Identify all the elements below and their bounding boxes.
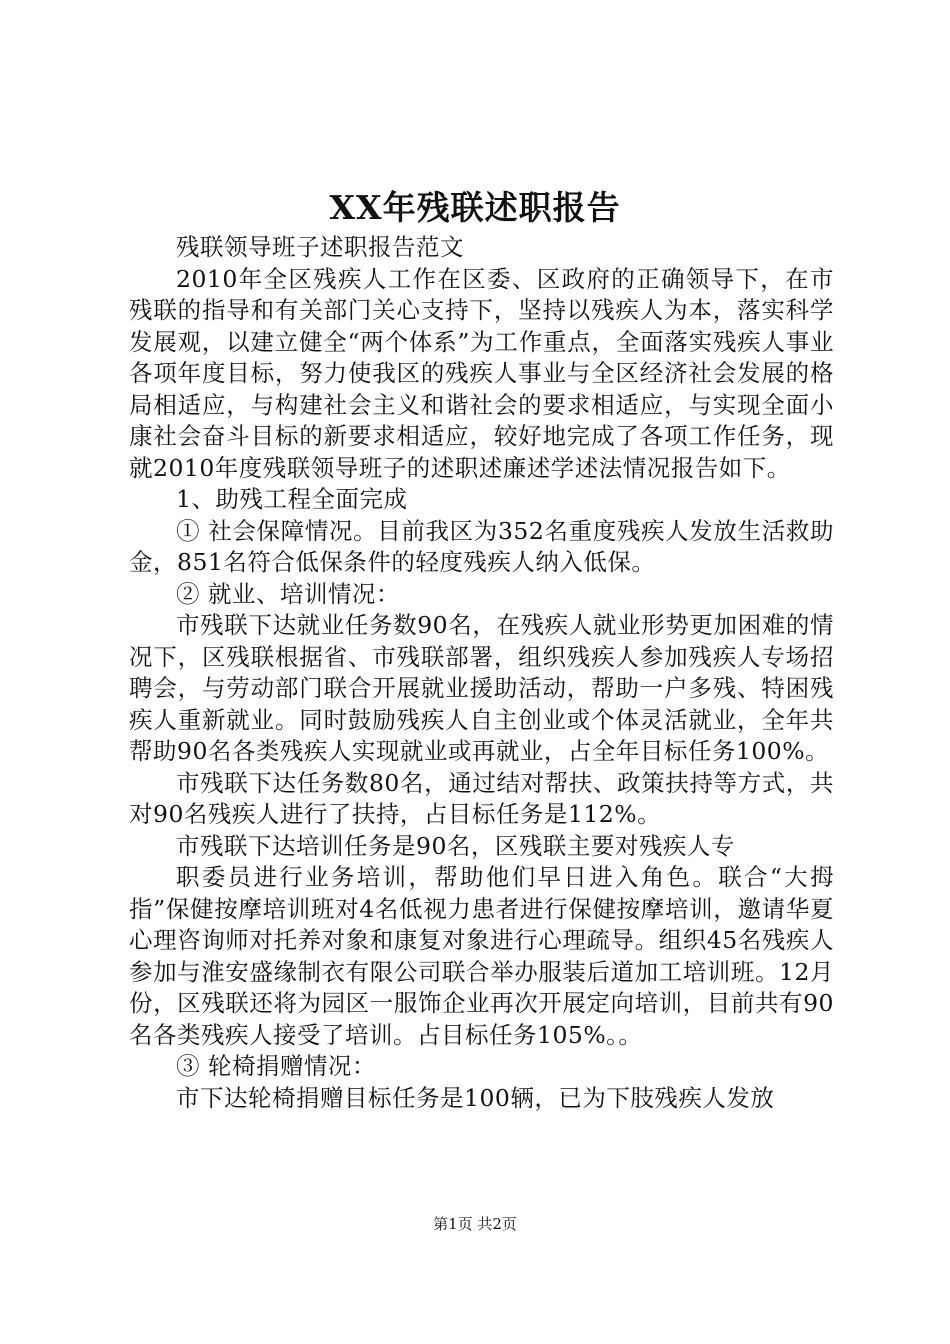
paragraph-wheelchair-heading: ③ 轮椅捐赠情况： [176,1052,376,1080]
paragraph-section-heading: 1、助残工程全面完成 [176,485,408,513]
document-title: XX年残联述职报告 [329,188,621,227]
paragraph-subtitle: 残联领导班子述职报告范文 [176,233,464,261]
paragraph-training-start: 市残联下达培训任务是90名，区残联主要对残疾人专 [176,831,735,860]
paragraph-intro: 2010年全区残疾人工作在区委、区政府的正确领导下，在市残联的指导和有关部门关心支持下，坚持以残疾人为本，落实科学发展观，以建立健全“两个体系”为工作重点，全面落实残疾人事业各项年度目标，努力使我区的残疾人事业与全区经济社会发展的格局相适应，与构建社会主义和谐社会的要求相适应，与实现全面小康社会奋斗目标的新要求相适应，较好地完成了各项工作任务，现就2010年度残联领导班子的述职述廉述学述法情况报告如下。 [129,264,834,482]
page-indicator: 第1页 共2页 [433,1215,517,1233]
paragraph-employment-heading: ② 就业、培训情况： [176,579,400,608]
paragraph-training: 职委员进行业务培训，帮助他们早日进入角色。联合“大拇指”保健按摩培训班对4名低视力患者进行保健按摩培训，邀请华夏心理咨询师对托养对象和康复对象进行心理疏导。组织45名残疾人参加与淮安盛缘制衣有限公司联合举办服装后道加工培训班。12月份，区残联还将为园区一服饰企业再次开展定向培训，目前共有90名各类残疾人接受了培训。占目标任务105%。。 [129,863,834,1049]
paragraph-support: 市残联下达任务数80名，通过结对帮扶、政策扶持等方式，共对90名残疾人进行了扶持，占目标任务是112%。 [129,768,834,828]
document-body [129,232,834,1114]
paragraph-wheelchair: 市下达轮椅捐赠目标任务是100辆，已为下肢残疾人发放 [176,1083,775,1112]
paragraph-employment: 市残联下达就业任务数90名，在残疾人就业形势更加困难的情况下，区残联根据省、市残联部署，组织残疾人参加残疾人专场招聘会，与劳动部门联合开展就业援助活动，帮助一户多残、特困残疾人重新就业。同时鼓励残疾人自主创业或个体灵活就业，全年共帮助90名各类残疾人实现就业或再就业，占全年目标任务100%。 [129,611,834,765]
paragraph-social-security: ① 社会保障情况。目前我区为352名重度残疾人发放生活救助金，851名符合低保条件的轻度残疾人纳入低保。 [129,516,834,576]
